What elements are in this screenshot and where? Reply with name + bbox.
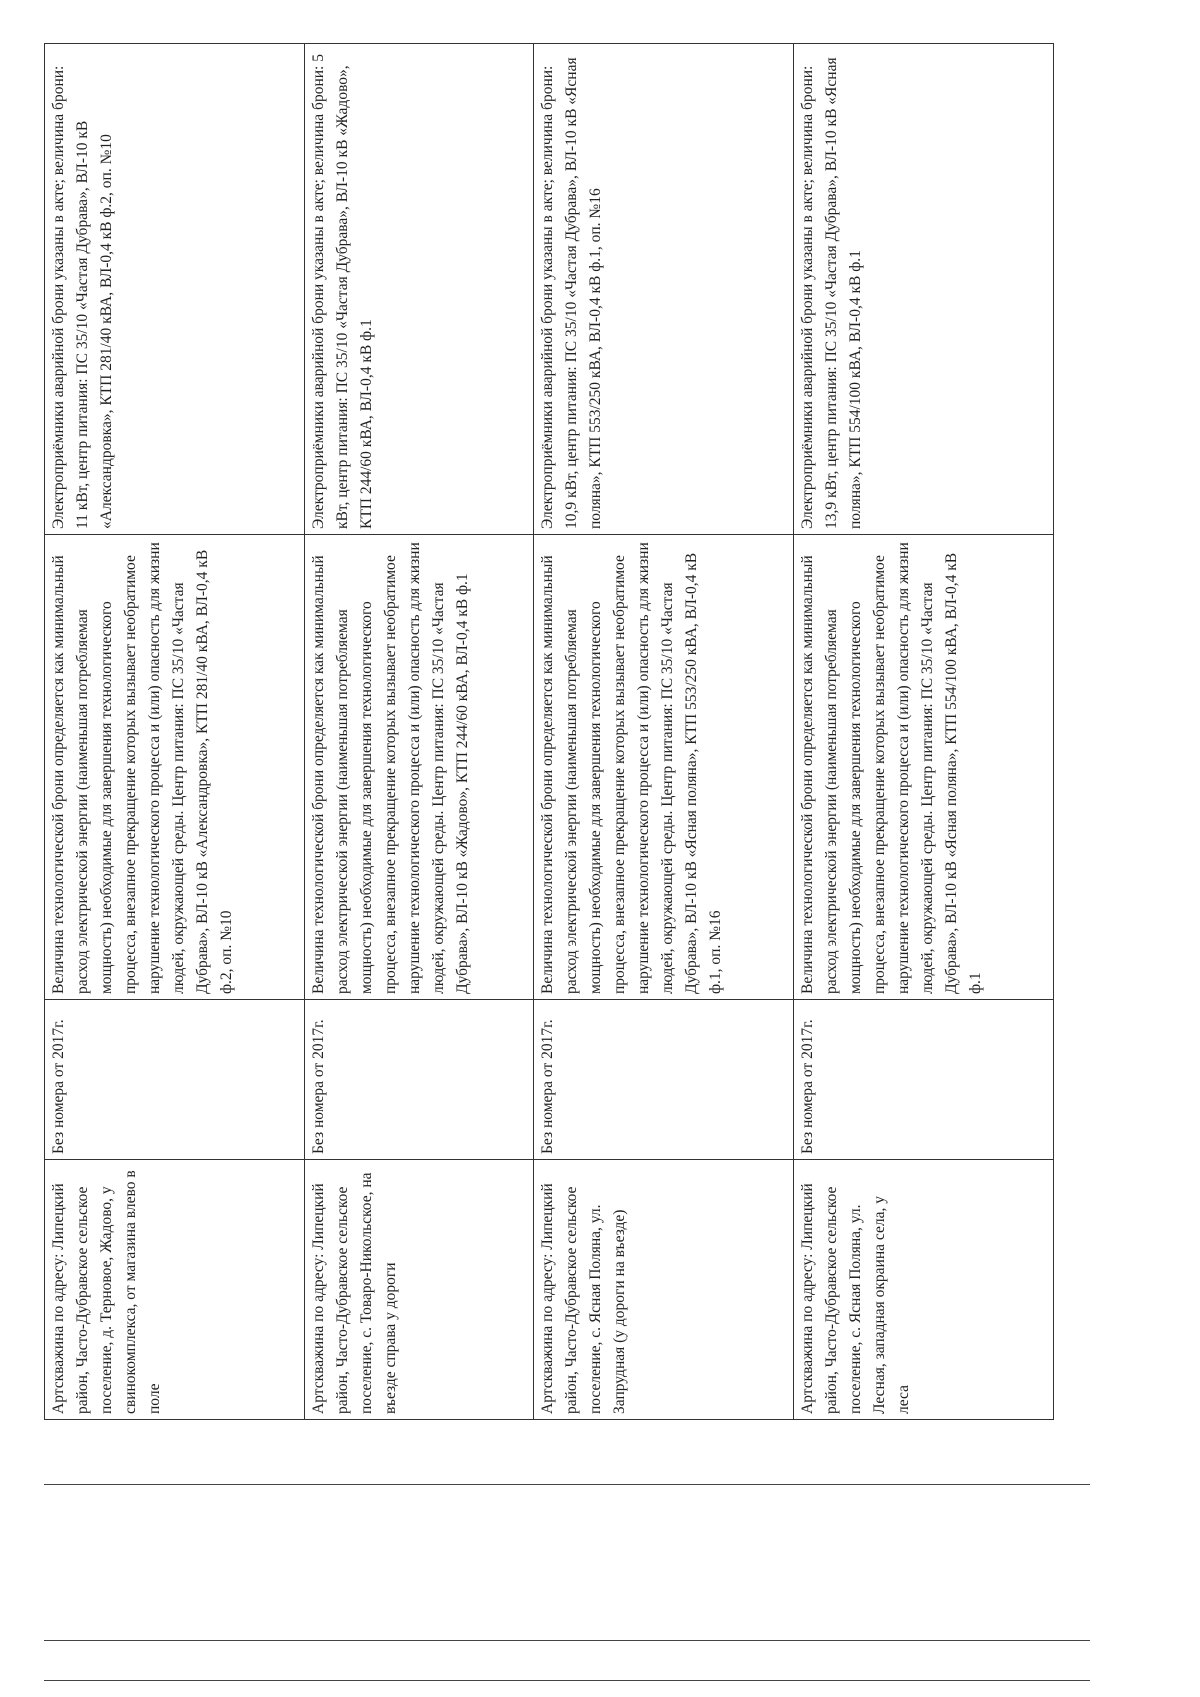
tech-reserve-text: Величина технологической брони определяется как минимальный расход электрической энергии (наименьшая потребляемая мощность) необходимые для завершения технологического процесса, внезапное прекращение которых вызывает необратимое нарушение технологического процесса и (или) опасность для жизни людей, окружающей среды. Центр питания: ПС 35/10 «Частая Дубрава», ВЛ-10 кВ «Жадово», КТП 244/60 кВА, ВЛ-0,4 кВ ф.1 <box>310 542 472 994</box>
document-text: Без номера от 2017г. <box>798 1019 816 1154</box>
emergency-reserve-cell <box>45 44 305 535</box>
table-row <box>533 44 793 1420</box>
table-row <box>793 44 1053 1420</box>
object-text: Артскважина по адресу: Липецкий район, Часто-Дубравское сельское поселение, с. Товаро-Никольское, на въезде справа у дороги <box>310 1172 400 1414</box>
object-cell <box>305 1160 533 1420</box>
tech-reserve-text: Величина технологической брони определяется как минимальный расход электрической энергии (наименьшая потребляемая мощность) необходимые для завершения технологического процесса, внезапное прекращение которых вызывает необратимое нарушение технологического процесса и (или) опасность для жизни людей, окружающей среды. Центр питания: ПС 35/10 «Частая Дубрава», ВЛ-10 кВ «Александровка», КТП 281/40 кВА, ВЛ-0,4 кВ ф.2, оп. №10 <box>50 542 235 994</box>
tech-reserve-cell <box>793 535 1053 1000</box>
object-text: Артскважина по адресу: Липецкий район, Часто-Дубравское сельское поселение, с. Ясная Поляна, ул. Лесная, западная окраина села, у леса <box>798 1183 912 1414</box>
reserve-table <box>44 43 1054 1420</box>
object-cell <box>45 1160 305 1420</box>
document-text: Без номера от 2017г. <box>50 1019 67 1154</box>
document-cell <box>305 1000 533 1160</box>
rotated-table-wrapper <box>44 44 1054 1420</box>
emergency-reserve-text: Электроприёмники аварийной брони указаны в акте; величина брони: 10,9 кВт, центр питания: ПС 35/10 «Частая Дубрава», ВЛ-10 кВ «Ясная поляна», КТП 553/250 кВА, ВЛ-0,4 кВ ф.1, оп. №16 <box>538 57 604 529</box>
tech-reserve-text: Величина технологической брони определяется как минимальный расход электрической энергии (наименьшая потребляемая мощность) необходимые для завершения технологического процесса, внезапное прекращение которых вызывает необратимое нарушение технологического процесса и (или) опасность для жизни людей, окружающей среды. Центр питания: ПС 35/10 «Частая Дубрава», ВЛ-10 кВ «Ясная поляна», КТП 554/100 кВА, ВЛ-0,4 кВ ф.1 <box>798 542 984 994</box>
document-cell <box>45 1000 305 1160</box>
emergency-reserve-text: Электроприёмники аварийной брони указаны в акте; величина брони: 11 кВт, центр питания: ПС 35/10 «Частая Дубрава», ВЛ-10 кВ «Александровка», КТП 281/40 кВА, ВЛ-0,4 кВ ф.2, оп. №10 <box>50 65 115 529</box>
tech-reserve-cell <box>305 535 533 1000</box>
horizontal-rule <box>44 1680 1090 1681</box>
tech-reserve-cell <box>533 535 793 1000</box>
tech-reserve-text: Величина технологической брони определяется как минимальный расход электрической энергии (наименьшая потребляемая мощность) необходимые для завершения технологического процесса, внезапное прекращение которых вызывает необратимое нарушение технологического процесса и (или) опасность для жизни людей, окружающей среды. Центр питания: ПС 35/10 «Частая Дубрава», ВЛ-10 кВ «Ясная поляна», КТП 553/250 кВА, ВЛ-0,4 кВ ф.1, оп. №16 <box>538 542 724 994</box>
emergency-reserve-text: Электроприёмники аварийной брони указаны в акте; величина брони: 13,9 кВт, центр питания: ПС 35/10 «Частая Дубрава», ВЛ-10 кВ «Ясная поляна», КТП 554/100 кВА, ВЛ-0,4 кВ ф.1 <box>798 57 864 529</box>
emergency-reserve-cell <box>533 44 793 535</box>
emergency-reserve-cell <box>793 44 1053 535</box>
object-text: Артскважина по адресу: Липецкий район, Часто-Дубравское сельское поселение, д. Терновое, Жадово, у свинокомплекса, от магазина влево в поле <box>50 1170 163 1414</box>
emergency-reserve-cell <box>305 44 533 535</box>
object-cell <box>793 1160 1053 1420</box>
document-cell <box>533 1000 793 1160</box>
table-row <box>45 44 305 1420</box>
object-text: Артскважина по адресу: Липецкий район, Часто-Дубравское сельское поселение, с. Ясная Поляна, ул. Запрудная (у дороги на въезде) <box>538 1183 628 1414</box>
horizontal-rule <box>44 1484 1090 1485</box>
document-cell <box>793 1000 1053 1160</box>
horizontal-rule <box>44 1640 1090 1641</box>
object-cell <box>533 1160 793 1420</box>
emergency-reserve-text: Электроприёмники аварийной брони указаны в акте; величина брони: 5 кВт, центр питания: ПС 35/10 «Частая Дубрава», ВЛ-10 кВ «Жадово», КТП 244/60 кВА, ВЛ-0,4 кВ ф.1 <box>310 54 376 529</box>
document-text: Без номера от 2017г. <box>310 1019 328 1154</box>
table-row <box>305 44 533 1420</box>
document-text: Без номера от 2017г. <box>538 1019 556 1154</box>
tech-reserve-cell <box>45 535 305 1000</box>
